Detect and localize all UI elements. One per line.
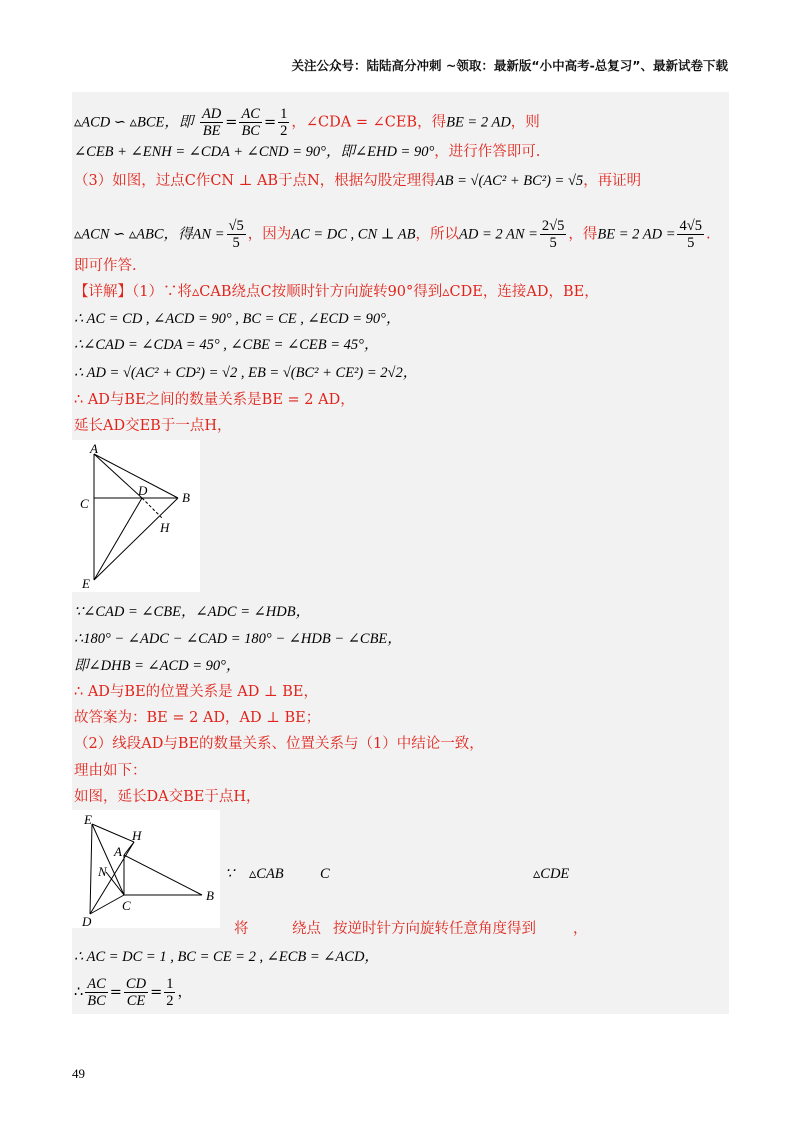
label-D2: D [82,914,92,928]
text-because: ，因为 [247,226,292,243]
fraction: $\frac{1}{2}$ [280,106,288,139]
line-3 [74,171,641,191]
fraction: $\frac{1}{2}$ [166,976,174,1009]
label-B: B [182,490,190,505]
fraction: $\frac{AD}{BE}$ [201,106,222,139]
page-number: 49 [72,1066,85,1081]
line-11: 延长AD交EB于一点H， [74,418,232,434]
text-position: ∴ AD与BE的位置关系是 AD ⊥ BE， [74,684,318,700]
text-so: ，所以 [415,226,459,243]
fraction: $\frac{AC}{BC}$ [87,976,106,1009]
line-17: （2）线段AD与BE的数量关系、位置关系与（1）中结论一致， [74,736,484,752]
text-answer: ，进行作答即可. [434,144,541,160]
text-comma: ， [177,984,192,1001]
line-15 [74,682,318,702]
line-8: ∴∠CAD = ∠CDA = 45° , ∠CBE = ∠CEB = 45°， [74,337,379,353]
text-ac-dc-1: ∴ AC = DC = 1 , BC = CE = 2 , ∠ECB = ∠ACD， [74,949,379,965]
text-ac-dc: AC = DC , CN ⊥ AB [291,226,416,243]
text-ad: AD = 2 AN = [458,226,538,243]
text-prove: ，再证明 [583,173,642,189]
line-2 [74,142,540,162]
line-14: 即∠DHB = ∠ACD = 90°， [74,658,241,674]
label-D: D [138,483,148,498]
label-C: C [80,496,89,511]
line-18: 理由如下： [74,763,147,779]
text-be: BE = 2 AD = [597,226,676,243]
line-5: 即可作答. [74,258,137,274]
line-21-comma: ， [573,921,588,937]
line-21-jiang: 将 [234,921,249,937]
text-angle: ，∠CDA = ∠CEB，得 [291,114,447,131]
page-header: 关注公众号：陆陆高分冲刺 ~领取：最新版“小中高考-总复习”、最新试卷下载 [291,58,728,73]
label-H: H [160,520,170,535]
label-E2: E [84,812,92,827]
line-16: 故答案为：BE = 2 AD，AD ⊥ BE； [74,710,321,726]
text-similar: ▵ACD ∽ ▵BCE，即 [74,114,194,131]
line-10: ∴ AD与BE之间的数量关系是BE = 2 AD， [74,392,355,408]
line-9: ∴ AD = √(AC² + CD²) = √2 , EB = √(BC² + CE²) = 2√2， [74,365,418,381]
line-22 [74,947,379,967]
line-20-c: C [320,866,330,882]
fraction: $\frac{AC}{BC}$ [241,106,260,139]
line-21-raodian: 绕点 [292,921,321,937]
line-4 [74,218,711,251]
label-A2: A [114,844,122,859]
label-A: A [90,441,98,456]
label-E: E [82,576,90,591]
line-23: ∴ $\frac{AC}{BC}$ = $\frac{CD}{CE}$ = $\frac{1}{2}$ ， [74,976,192,1009]
line-21-rotate: 按逆时针方向旋转任意角度得到 [333,921,536,937]
text-similar2: ▵ACN ∽ ▵ABC，得 [74,226,193,243]
fraction: $\frac{√5}{5}$ [228,218,244,251]
text-angle-sum: ∠CEB + ∠ENH = ∠CDA + ∠CND = 90°，即∠EHD = 90° [74,144,435,160]
line-7: ∴ AC = CD , ∠ACD = 90° , BC = CE , ∠ECD = 90°， [74,311,401,327]
label-B2: B [206,888,214,903]
fraction: $\frac{CD}{CE}$ [125,976,147,1009]
label-H2: H [132,828,142,843]
text-then: ，则 [510,114,540,131]
text-period: . [705,226,711,243]
text-get: ，得 [568,226,598,243]
figure-2 [72,810,220,928]
text-part3: （3）如图，过点C作CN ⊥ AB于点N，根据勾股定理得 [74,173,436,189]
text-pythag: AB = √(AC² + BC²) = √5 [435,173,584,189]
line-12: ∵∠CAD = ∠CBE，∠ADC = ∠HDB， [74,604,311,620]
line-20-cab: ▵CAB [249,866,284,882]
text-eq: BE = 2 AD [446,114,511,131]
line-1: ▵ACD ∽ ▵BCE，即 $\frac{AD}{BE}$ = $\frac{AC}{BC}$ = $\frac{1}{2}$ ，∠CDA = ∠CEB，得BE = 2 AD，则 [74,106,540,139]
line-19: 如图，延长DA交BE于点H， [74,789,261,805]
line-20-because: ∵ [225,866,235,882]
fraction: $\frac{2√5}{5}$ [541,218,565,251]
label-N2: N [98,864,107,879]
line-20-cde: ▵CDE [533,866,570,882]
figure-1 [72,440,200,592]
text-therefore: ∴ [74,984,84,1001]
text-an: AN = [192,226,225,243]
label-C2: C [122,898,131,913]
line-13: ∴180° − ∠ADC − ∠CAD = 180° − ∠HDB − ∠CBE， [74,631,402,647]
fraction: $\frac{4√5}{5}$ [679,218,702,251]
line-6: 【详解】（1）∵将▵CAB绕点C按顺时针方向旋转90°得到▵CDE，连接AD，BE， [74,284,599,300]
